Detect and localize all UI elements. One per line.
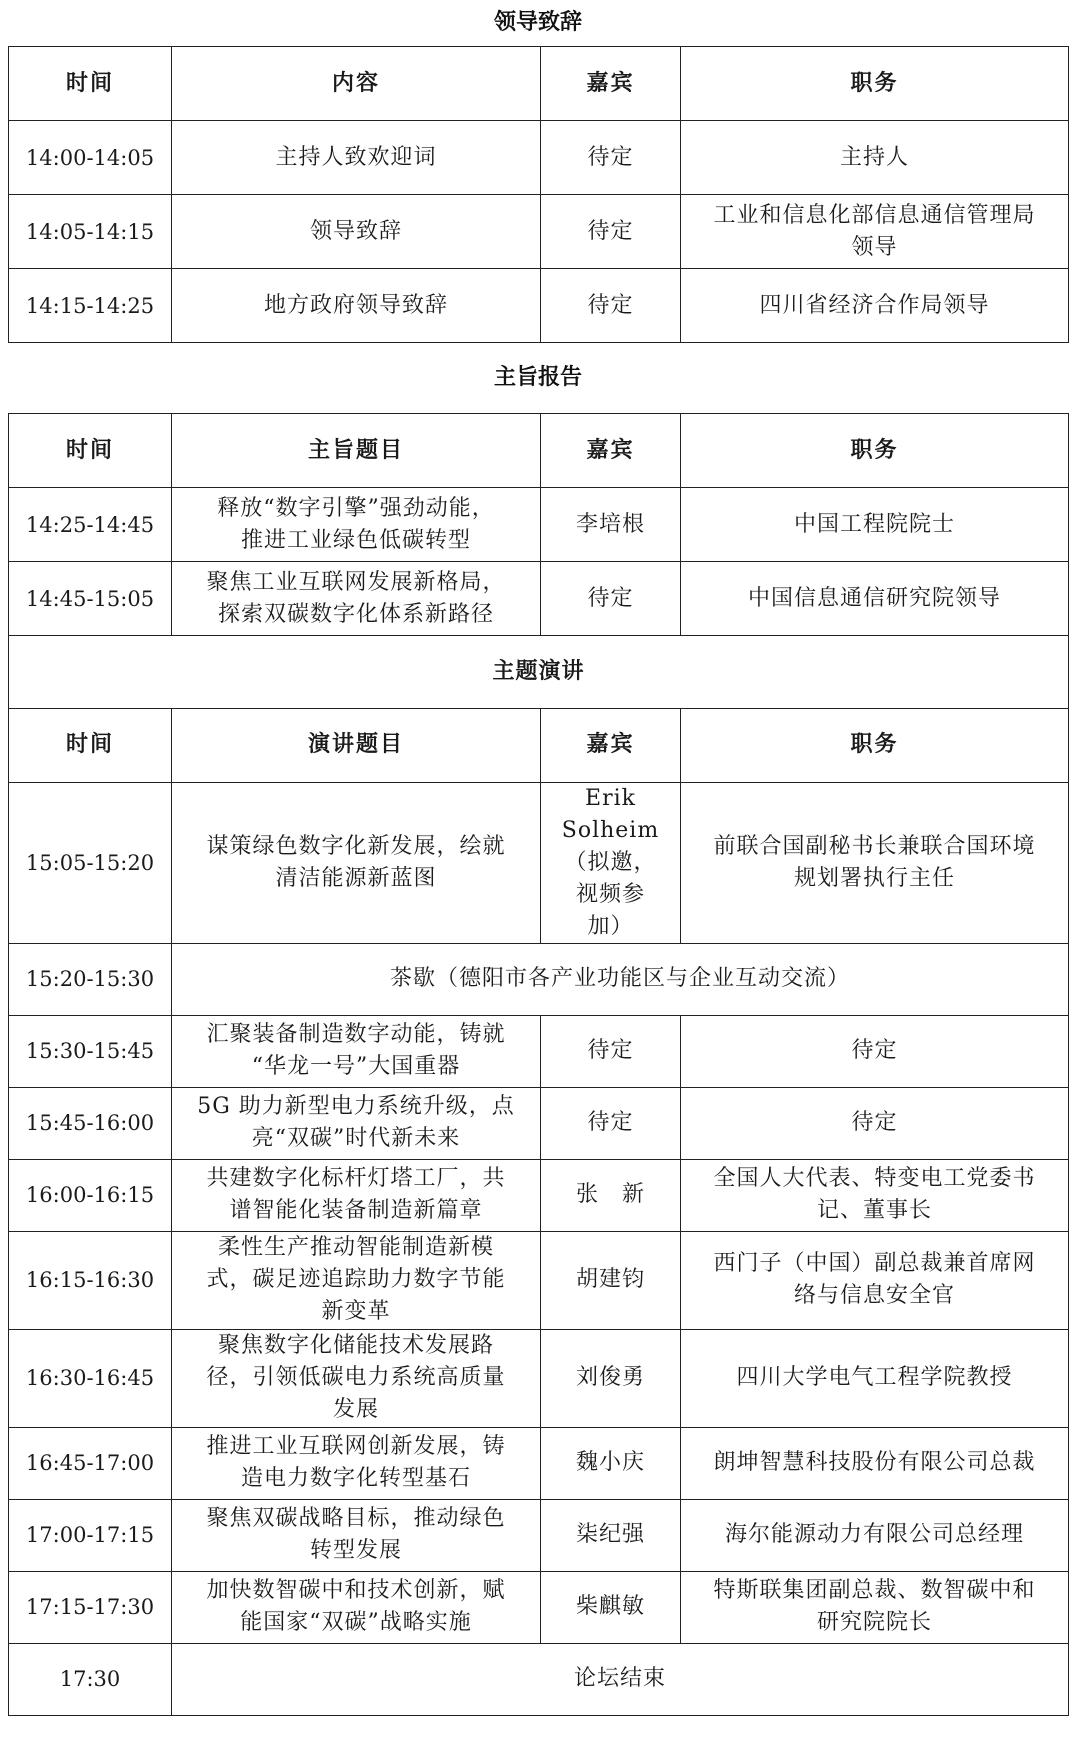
- table-row: [9, 121, 1069, 195]
- table-row: [9, 1015, 1069, 1087]
- header-guest: 嘉宾: [541, 414, 681, 488]
- time-cell: 15:30-15:45: [9, 1015, 172, 1087]
- topic-cell: [172, 1499, 541, 1571]
- position-cell: [681, 195, 1069, 269]
- guest-line: Solheim: [561, 817, 660, 843]
- section-title-keynote-report: 主旨报告: [493, 365, 582, 390]
- topic-line: 转型发展: [309, 1538, 402, 1563]
- table-row: [9, 1427, 1069, 1499]
- position-cell: 待定: [681, 1087, 1069, 1159]
- time-cell: 17:15-17:30: [9, 1571, 172, 1643]
- topic-line: 推进工业互联网创新发展，铸: [206, 1434, 506, 1459]
- keynote-report-table: [8, 413, 1069, 636]
- time-cell: 16:45-17:00: [9, 1427, 172, 1499]
- position-cell: 主持人: [681, 121, 1069, 195]
- table-row: [9, 269, 1069, 343]
- position-cell: [681, 1231, 1069, 1329]
- position-line: 研究院院长: [817, 1610, 933, 1635]
- topic-line: 探索双碳数字化体系新路径: [217, 601, 494, 627]
- topic-cell: [172, 562, 541, 636]
- topic-cell: 领导致辞: [172, 195, 541, 269]
- header-position: 职务: [681, 414, 1069, 488]
- position-cell: [681, 1571, 1069, 1643]
- section-title-row: [9, 636, 1069, 708]
- guest-cell: 张 新: [541, 1159, 681, 1231]
- header-position: 职务: [681, 708, 1069, 782]
- topic-line: 新变革: [321, 1299, 391, 1324]
- table-header-row: [9, 47, 1069, 121]
- theme-speech-table: [8, 636, 1069, 1716]
- topic-line: 聚焦工业互联网发展新格局，: [206, 569, 506, 595]
- table-row: [9, 782, 1069, 943]
- guest-cell: 胡建钧: [541, 1231, 681, 1329]
- position-cell: 海尔能源动力有限公司总经理: [681, 1499, 1069, 1571]
- time-cell: 17:00-17:15: [9, 1499, 172, 1571]
- guest-cell: 魏小庆: [541, 1427, 681, 1499]
- end-cell: 论坛结束: [172, 1643, 1069, 1715]
- topic-cell: [172, 1231, 541, 1329]
- time-cell: 16:15-16:30: [9, 1231, 172, 1329]
- position-line: 工业和信息化部信息通信管理局: [713, 202, 1036, 228]
- topic-cell: 主持人致欢迎词: [172, 121, 541, 195]
- position-line: 全国人大代表、特变电工党委书: [713, 1166, 1036, 1191]
- table-row: [9, 488, 1069, 562]
- topic-line: 亮“双碳”时代新未来: [251, 1126, 461, 1151]
- table-row-end: [9, 1643, 1069, 1715]
- topic-line: 能国家“双碳”战略实施: [240, 1610, 472, 1635]
- position-line: 前联合国副秘书长兼联合国环境: [713, 833, 1036, 859]
- position-line: 规划署执行主任: [794, 865, 956, 891]
- topic-cell: [172, 1329, 541, 1427]
- section-title-leader-speech: 领导致辞: [493, 10, 582, 35]
- topic-cell: [172, 1015, 541, 1087]
- topic-line: 释放“数字引擎”强劲动能，: [217, 495, 495, 521]
- header-guest: 嘉宾: [541, 47, 681, 121]
- topic-cell: [172, 1427, 541, 1499]
- guest-line: Erik: [585, 785, 636, 811]
- time-cell: 16:00-16:15: [9, 1159, 172, 1231]
- guest-line: 视频参: [575, 881, 645, 907]
- header-time: 时间: [9, 47, 172, 121]
- table-row-break: [9, 943, 1069, 1015]
- topic-line: 造电力数字化转型基石: [240, 1466, 471, 1491]
- guest-cell: 待定: [541, 195, 681, 269]
- topic-cell: [172, 1571, 541, 1643]
- header-content: 内容: [172, 47, 541, 121]
- topic-line: 共建数字化标杆灯塔工厂，共: [206, 1166, 506, 1191]
- guest-cell: 刘俊勇: [541, 1329, 681, 1427]
- guest-cell: 李培根: [541, 488, 681, 562]
- position-line: 领导: [851, 234, 898, 260]
- table-row: [9, 1499, 1069, 1571]
- table-row: [9, 195, 1069, 269]
- topic-line: 聚焦数字化储能技术发展路: [217, 1333, 494, 1358]
- topic-line: 推进工业绿色低碳转型: [240, 527, 471, 553]
- topic-line: 谱智能化装备制造新篇章: [229, 1198, 483, 1223]
- time-cell: 15:45-16:00: [9, 1087, 172, 1159]
- time-cell: 15:05-15:20: [9, 782, 172, 943]
- topic-line: 汇聚装备制造数字动能，铸就: [206, 1022, 506, 1047]
- time-cell: 14:15-14:25: [9, 269, 172, 343]
- topic-line: 聚焦双碳战略目标，推动绿色: [206, 1506, 506, 1531]
- topic-line: 加快数智碳中和技术创新，赋: [206, 1578, 506, 1603]
- guest-line: 加）: [587, 913, 634, 939]
- table-row: [9, 562, 1069, 636]
- guest-cell: 待定: [541, 269, 681, 343]
- position-line: 记、董事长: [817, 1198, 933, 1223]
- position-cell: 待定: [681, 1015, 1069, 1087]
- header-position: 职务: [681, 47, 1069, 121]
- position-cell: [681, 1159, 1069, 1231]
- topic-line: 式，碳足迹追踪助力数字节能: [206, 1267, 506, 1292]
- guest-cell: 待定: [541, 562, 681, 636]
- guest-cell: 待定: [541, 121, 681, 195]
- header-topic: 演讲题目: [172, 708, 541, 782]
- topic-line: 柔性生产推动智能制造新模: [217, 1235, 494, 1260]
- guest-cell: 柒纪强: [541, 1499, 681, 1571]
- position-cell: 中国信息通信研究院领导: [681, 562, 1069, 636]
- time-cell: 15:20-15:30: [9, 943, 172, 1015]
- topic-cell: 地方政府领导致辞: [172, 269, 541, 343]
- position-cell: [681, 782, 1069, 943]
- section-title-theme-speech: 主题演讲: [9, 636, 1069, 708]
- position-line: 络与信息安全官: [794, 1283, 956, 1308]
- position-line: 西门子（中国）副总裁兼首席网: [713, 1251, 1036, 1276]
- time-cell: 17:30: [9, 1643, 172, 1715]
- guest-cell: 待定: [541, 1015, 681, 1087]
- header-time: 时间: [9, 708, 172, 782]
- topic-cell: [172, 488, 541, 562]
- table-header-row: [9, 708, 1069, 782]
- topic-line: 清洁能源新蓝图: [275, 865, 437, 891]
- time-cell: 14:05-14:15: [9, 195, 172, 269]
- topic-line: 发展: [332, 1397, 379, 1422]
- topic-cell: [172, 1159, 541, 1231]
- header-time: 时间: [9, 414, 172, 488]
- position-cell: 四川大学电气工程学院教授: [681, 1329, 1069, 1427]
- position-cell: 朗坤智慧科技股份有限公司总裁: [681, 1427, 1069, 1499]
- position-cell: 四川省经济合作局领导: [681, 269, 1069, 343]
- table-row: [9, 1087, 1069, 1159]
- header-guest: 嘉宾: [541, 708, 681, 782]
- position-line: 特斯联集团副总裁、数智碳中和: [713, 1578, 1036, 1603]
- guest-line: （拟邀，: [564, 849, 657, 875]
- table-row: [9, 1571, 1069, 1643]
- table-row: [9, 1159, 1069, 1231]
- topic-cell: [172, 1087, 541, 1159]
- position-cell: 中国工程院院士: [681, 488, 1069, 562]
- table-header-row: [9, 414, 1069, 488]
- table-row: [9, 1231, 1069, 1329]
- time-cell: 14:00-14:05: [9, 121, 172, 195]
- table-row: [9, 1329, 1069, 1427]
- topic-line: “华龙一号”大国重器: [251, 1054, 461, 1079]
- agenda-document: [8, 0, 1068, 1716]
- topic-line: 径，引领低碳电力系统高质量: [206, 1365, 506, 1390]
- topic-cell: [172, 782, 541, 943]
- header-topic: 主旨题目: [172, 414, 541, 488]
- break-cell: 茶歇（德阳市各产业功能区与企业互动交流）: [172, 943, 1069, 1015]
- guest-cell: [541, 782, 681, 943]
- leader-speech-table: [8, 46, 1069, 343]
- time-cell: 14:25-14:45: [9, 488, 172, 562]
- topic-line: 5G 助力新型电力系统升级，点: [197, 1094, 515, 1119]
- guest-cell: 柴麒敏: [541, 1571, 681, 1643]
- time-cell: 16:30-16:45: [9, 1329, 172, 1427]
- time-cell: 14:45-15:05: [9, 562, 172, 636]
- topic-line: 谋策绿色数字化新发展，绘就: [206, 833, 506, 859]
- guest-cell: 待定: [541, 1087, 681, 1159]
